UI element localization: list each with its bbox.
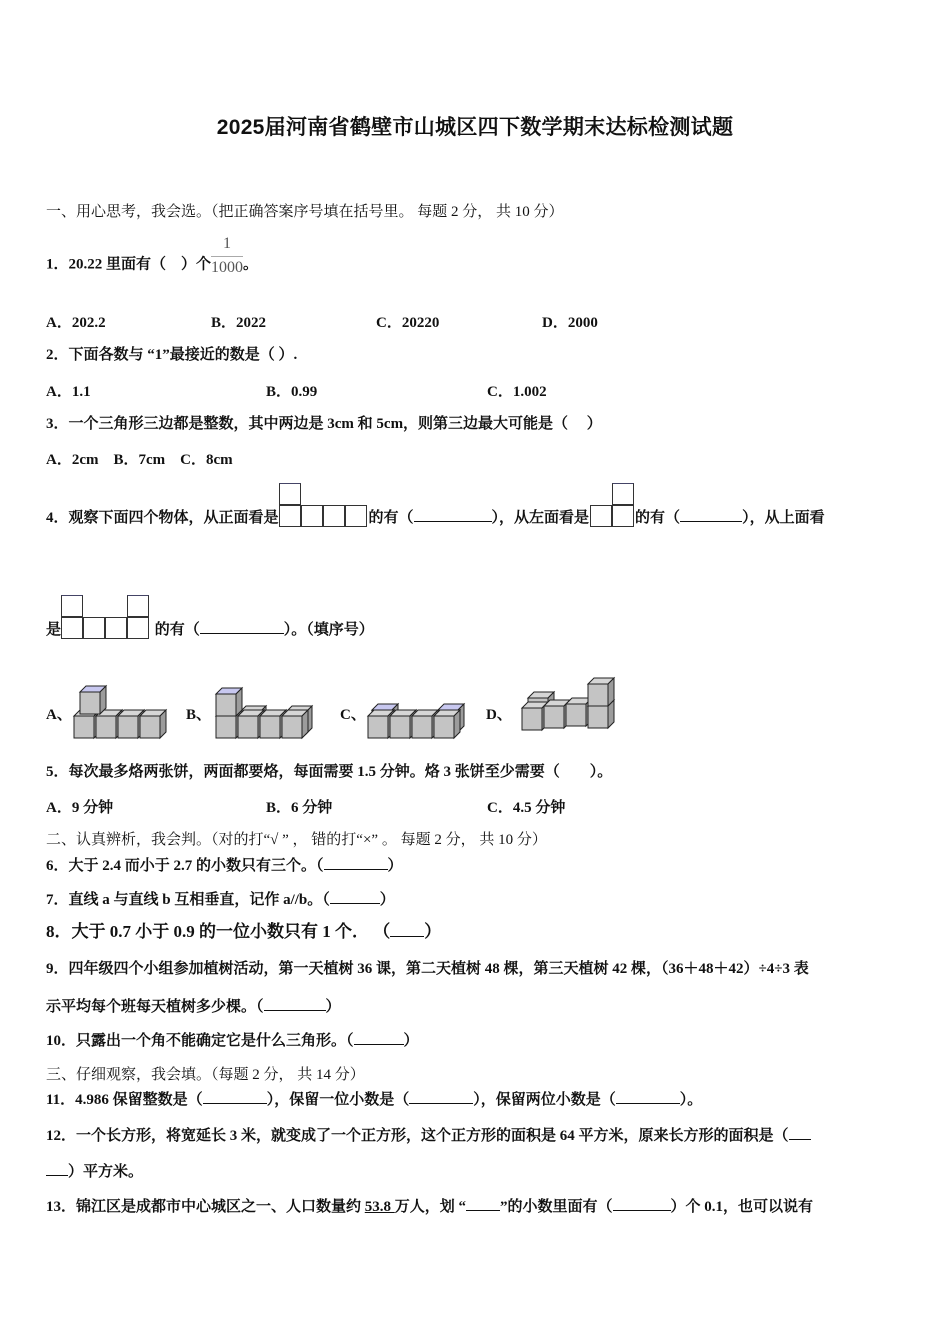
q7-answer-blank[interactable]	[330, 889, 380, 904]
cube-figure-a	[72, 678, 172, 740]
question-10: 10．只露出一个角不能确定它是什么三角形。（ ）	[46, 1030, 419, 1051]
question-2: 2．下面各数与 “1”最接近的数是（ ）.	[46, 347, 298, 363]
question-8: 8．大于 0.7 小于 0.9 的一位小数只有 1 个． （ ）	[46, 922, 442, 941]
question-13: 13．锦江区是成都市中心城区之一、人口数量约 53.8 万人，划 “ ”的小数里面有（ ）个 0.1，也可以说有	[46, 1196, 813, 1217]
q2-option-c[interactable]: C．1.002	[487, 384, 547, 400]
q1-option-d[interactable]: D．2000	[542, 315, 598, 331]
cube-figure-c	[366, 690, 476, 742]
q4-blank-left[interactable]	[680, 507, 742, 522]
q1-option-a[interactable]: A．202.2	[46, 315, 106, 331]
figure-label-d: D、	[486, 707, 512, 723]
question-4-cont: 是 的有（ ）。（填序号）	[46, 619, 374, 640]
question-1: 1．20.22 里面有（ ）个 $\frac{1}{1000}$ 。	[46, 235, 259, 276]
q5-option-c[interactable]: C．4.5 分钟	[487, 800, 566, 816]
q6-answer-blank[interactable]	[324, 855, 388, 870]
q2-option-b[interactable]: B．0.99	[266, 384, 318, 400]
page-title: 2025届河南省鹤壁市山城区四下数学期末达标检测试题	[216, 116, 734, 139]
q4-blank-front[interactable]	[414, 507, 492, 522]
figure-label-b: B、	[186, 707, 212, 723]
q2-option-a[interactable]: A．1.1	[46, 384, 91, 400]
q13-blank-number[interactable]	[466, 1196, 500, 1211]
section-two-heading: 二、认真辨析，我会判。（对的打“√ ” ， 错的打“×” 。 每题 2 分， 共 10 分）	[46, 832, 547, 848]
q4-blank-top[interactable]	[200, 619, 284, 634]
question-11: 11．4.986 保留整数是（ ），保留一位小数是（ ），保留两位小数是（ ）。	[46, 1089, 702, 1110]
q9-answer-blank[interactable]	[264, 996, 326, 1011]
left-view-diagram	[589, 508, 635, 528]
q3-options[interactable]: A．2cm B．7cm C．8cm	[46, 452, 233, 468]
question-12-line1: 12．一个长方形，将宽延长 3 米，就变成了一个正方形，这个正方形的面积是 64 平方米，原来长方形的面积是（	[46, 1125, 811, 1146]
question-12-line2: ）平方米。	[46, 1161, 143, 1182]
q5-option-a[interactable]: A．9 分钟	[46, 800, 114, 816]
cube-figure-b	[214, 678, 324, 740]
q13-blank-count[interactable]	[613, 1196, 671, 1211]
q12-answer-blank-a[interactable]	[789, 1125, 811, 1140]
question-5: 5．每次最多烙两张饼，两面都要烙，每面需要 1.5 分钟。烙 3 张饼至少需要（ ）。	[46, 764, 613, 780]
top-view-diagram	[61, 620, 151, 640]
q11-blank-integer[interactable]	[203, 1089, 267, 1104]
underlined-number: 53.8	[364, 1199, 395, 1215]
q1-option-c[interactable]: C．20220	[376, 315, 440, 331]
question-4: 4．观察下面四个物体，从正面看是 的有（ ），从左面看是 的有（ ），从上面看	[46, 507, 825, 528]
question-9-line2: 示平均每个班每天植树多少棵。（ ）	[46, 996, 341, 1017]
q8-answer-blank[interactable]	[390, 922, 424, 937]
fraction-1-1000: $\frac{1}{1000}$	[211, 235, 244, 276]
q5-option-b[interactable]: B．6 分钟	[266, 800, 333, 816]
question-6: 6．大于 2.4 而小于 2.7 的小数只有三个。（ ）	[46, 855, 403, 876]
q11-blank-one-decimal[interactable]	[409, 1089, 473, 1104]
figure-label-a: A、	[46, 707, 72, 723]
question-7: 7．直线 a 与直线 b 互相垂直，记作 a//b。（ ）	[46, 889, 395, 910]
figure-label-c: C、	[340, 707, 366, 723]
question-9-line1: 9．四年级四个小组参加植树活动，第一天植树 36 课，第二天植树 48 棵，第三天植树 42 棵，（36＋48＋42）÷4÷3 表	[46, 961, 809, 977]
section-three-heading: 三、仔细观察，我会填。（每题 2 分， 共 14 分）	[46, 1067, 365, 1083]
q10-answer-blank[interactable]	[354, 1030, 404, 1045]
q11-blank-two-decimal[interactable]	[616, 1089, 680, 1104]
question-3: 3．一个三角形三边都是整数，其中两边是 3cm 和 5cm，则第三边最大可能是（ ）	[46, 416, 602, 432]
cube-figure-d	[520, 676, 630, 736]
front-view-diagram	[279, 508, 369, 528]
q1-text: 1．20.22 里面有（ ）个	[46, 256, 212, 273]
q1-option-b[interactable]: B．2022	[211, 315, 267, 331]
section-one-heading: 一、用心思考，我会选。（把正确答案序号填在括号里。 每题 2 分， 共 10 分）	[46, 204, 564, 220]
q12-answer-blank-b[interactable]	[46, 1161, 68, 1176]
